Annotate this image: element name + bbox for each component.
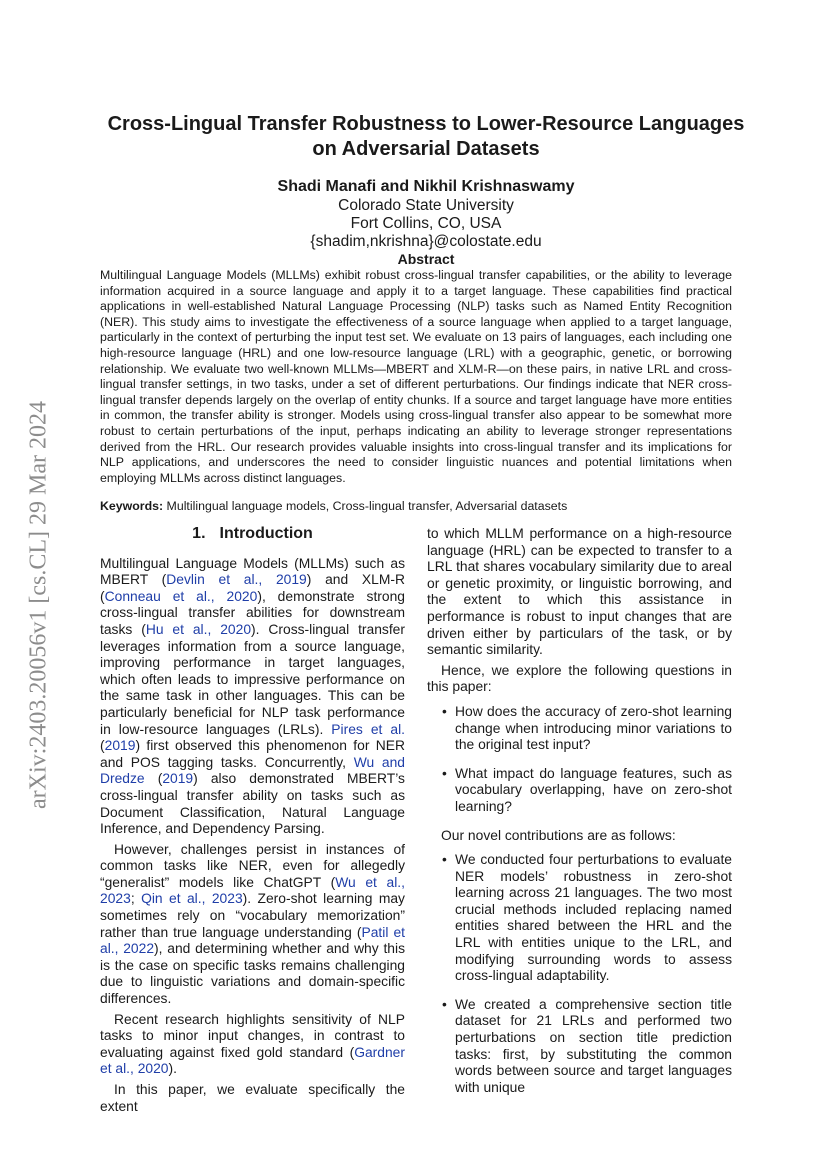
section-title: Introduction <box>219 525 313 542</box>
abstract-heading: Abstract <box>397 251 455 267</box>
author-email: {shadim,nkrishna}@colostate.edu <box>310 233 542 250</box>
citation-link[interactable]: Wu et al., 2023 <box>100 873 405 907</box>
keywords-line <box>100 499 732 513</box>
contributions-list <box>427 851 732 1095</box>
paper-title <box>88 112 764 162</box>
left-column <box>100 525 405 1118</box>
intro-paragraph-3: Recent research highlights sensitivity of NLP tasks to minor input changes, in contrast to evaluating against fixed gold standard (Gardner et al., 2020). <box>100 1010 405 1077</box>
bullet-glyph: • <box>442 764 447 781</box>
citation-link[interactable]: Hu et al., 2020 <box>145 620 252 637</box>
abstract-body: Multilingual Language Models (MLLMs) exhibit robust cross-lingual transfer capabilities, or the ability to leverage information acquired in a source language and apply it to a target language. These capabilities find practical applications in well-established Natural Language Processing (NLP) tasks such as Named Entity Recognition (NER). This study aims to investigate the effectiveness of a source language when applied to a target language, particularly in the context of perturbing the input test set. We evaluate on 13 pairs of languages, each including one high-resource language (HRL) and one low-resource language (LRL) with a geographic, genetic, or borrowing relationship. We evaluate two well-known MLLMs—MBERT and XLM-R—on these pairs, in native LRL and cross-lingual transfer settings, in two tasks, under a set of different perturbations. Our findings indicate that NER cross-lingual transfer depends largely on the overlap of entity chunks. If a source and target language have more entities in common, the transfer ability is stronger. Models using cross-lingual transfer also appear to be somewhat more robust to certain perturbations of the input, perhaps indicating an ability to leverage stronger representations derived from the HRL. Our research provides valuable insights into cross-lingual transfer and its implications for NLP applications, and underscores the need to consider linguistic nuances and potential limitations when employing MLLMs across distinct languages. <box>100 268 732 485</box>
arxiv-identifier-stamp <box>26 360 52 850</box>
section-number: 1. <box>192 525 206 542</box>
author-location: Fort Collins, CO, USA <box>350 215 502 232</box>
list-item: • We created a comprehensive section title dataset for 21 LRLs and performed two perturbations on section title prediction tasks: first, by substituting the common words between source and target languages with unique <box>442 995 732 1095</box>
intro-paragraph-2: However, challenges persist in instances of common tasks like NER, even for allegedly “generalist” models like ChatGPT (Wu et al., 2023; Qin et al., 2023). Zero-shot learning may sometimes rely on “vocabulary memorization” rather than true language understanding (Patil et al., 2022), and determining whether and why this is the case on specific tasks remains challenging due to linguistic variations and domain-specific differences. <box>100 840 405 1007</box>
citation-link[interactable]: Qin et al., 2023 <box>141 890 243 907</box>
intro-paragraph-7: Our novel contributions are as follows: <box>441 826 676 843</box>
author-affiliation: Colorado State University <box>338 197 514 214</box>
author-names: Shadi Manafi and Nikhil Krishnaswamy <box>277 178 575 195</box>
citation-link[interactable]: Wu and Dredze <box>100 753 405 787</box>
bullet-glyph: • <box>442 702 447 719</box>
citation-link[interactable]: Conneau et al., 2020 <box>104 587 258 604</box>
citation-link[interactable]: 2019 <box>104 737 136 754</box>
citation-link[interactable]: 2019 <box>162 770 194 787</box>
citation-link[interactable]: Patil et al., 2022 <box>100 923 405 957</box>
intro-paragraph-6: Hence, we explore the following questions in this paper: <box>427 661 732 695</box>
bullet-glyph: • <box>442 995 447 1012</box>
author-block <box>88 178 764 251</box>
list-item: • How does the accuracy of zero-shot learning change when introducing minor variations to the original test input? <box>442 702 732 753</box>
citation-link[interactable]: Devlin et al., 2019 <box>166 571 307 588</box>
title-line-1: Cross-Lingual Transfer Robustness to Lower-Resource Languages <box>107 113 745 135</box>
intro-paragraph-4: In this paper, we evaluate specifically the extent <box>100 1081 405 1114</box>
citation-link[interactable]: Pires et al. <box>331 720 405 737</box>
arxiv-stamp-text: arXiv:2403.20056v1 [cs.CL] 29 Mar 2024 <box>25 401 52 809</box>
section-heading-introduction <box>100 526 405 543</box>
keywords-label: Keywords: <box>100 499 164 513</box>
title-line-2: on Adversarial Datasets <box>312 138 540 160</box>
right-column <box>427 525 732 1107</box>
bullet-glyph: • <box>442 851 447 868</box>
list-item: • What impact do language features, such as vocabulary overlapping, have on zero-shot learning? <box>442 764 732 814</box>
intro-paragraph-1: Multilingual Language Models (MLLMs) such as MBERT (Devlin et al., 2019) and XLM-R (Conneau et al., 2020), demonstrate strong cross-lingual transfer abilities for downstream tasks (Hu et al., 2020). Cross-lingual transfer leverages information from a source language, improving performance in target languages, which often leads to impressive performance on the same task in other languages. This can be particularly beneficial for NLP task performance in low-resource languages (LRLs). Pires et al. (2019) first observed this phenomenon for NER and POS tagging tasks. Concurrently, Wu and Dredze (2019) also demonstrated MBERT’s cross-lingual transfer ability on tasks such as Document Classification, Natural Language Inference, and Dependency Parsing. <box>100 554 406 837</box>
keywords-text: Multilingual language models, Cross-lingual transfer, Adversarial datasets <box>166 499 568 513</box>
intro-paragraph-5: to which MLLM performance on a high-resource language (HRL) can be expected to transfer to a LRL that shares vocabulary similarity due to areal or genetic proximity, or linguistic borrowing, and the extent to which this assistance in performance is robust to input changes that are driven either by particulars of the task, or by semantic similarity. <box>427 525 732 658</box>
citation-link[interactable]: Gardner et al., 2020 <box>100 1043 405 1077</box>
research-questions-list <box>427 703 732 815</box>
list-item: • We conducted four perturbations to evaluate NER models’ robustness in zero-shot learning across 21 languages. The two most crucial methods included replacing named entities shared between the HRL and the LRL with entities unique to the LRL, and modifying surrounding words to assess cross-lingual adaptability. <box>442 851 732 984</box>
